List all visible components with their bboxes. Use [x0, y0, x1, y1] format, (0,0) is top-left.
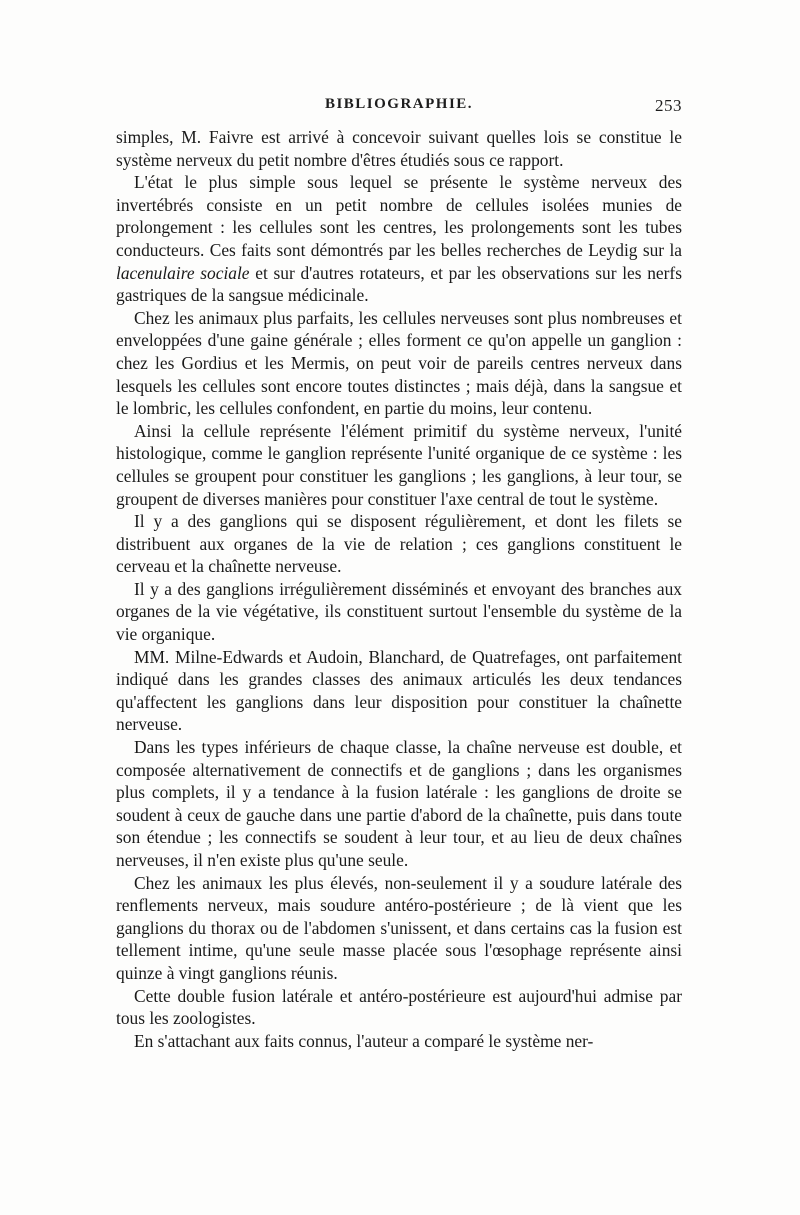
- paragraph: Cette double fusion latérale et antéro-postérieure est aujourd'hui admise par tous les zoologistes.: [116, 985, 682, 1029]
- paragraph: [116, 171, 682, 307]
- paragraph: Il y a des ganglions irrégulièrement disséminés et envoyant des branches aux organes de la vie végétative, ils constituent surtout l'ensemble du système de la vie organique.: [116, 578, 682, 645]
- paragraph-text: et sur d'autres rotateurs, et par les observations sur les nerfs gastriques de la sangsue médicinale.: [116, 262, 682, 306]
- paragraph: Il y a des ganglions qui se disposent régulièrement, et dont les filets se distribuent aux organes de la vie de relation ; ces ganglions constituent le cerveau et la chaînette nerveuse.: [116, 511, 682, 577]
- paragraph: Chez les animaux les plus élevés, non-seulement il y a soudure latérale des renflements nerveux, mais soudure antéro-postérieure ; de là vient que les ganglions du thorax ou de l'abdomen s'unissent, et dans certains cas la fusion est tellement intime, qu'une seule masse placée sous l'œsophage représente ainsi quinze à vingt ganglions réunis.: [116, 872, 682, 983]
- running-head: [116, 96, 682, 122]
- paragraph: Chez les animaux plus parfaits, les cellules nerveuses sont plus nombreuses et enveloppées d'une gaine générale ; elles forment ce qu'on appelle un ganglion : chez les Gordius et les Mermis, on peut voir de pareils centres nerveux dans lesquels les cellules sont encore toutes distinctes ; mais déjà, dans la sangsue et le lombric, les cellules confondent, en partie du moins, leur contenu.: [116, 307, 682, 419]
- paragraph: Ainsi la cellule représente l'élément primitif du système nerveux, l'unité histologique, comme le ganglion représente l'unité organique de ce système : les cellules se groupent pour constituer les ganglions ; les ganglions, à leur tour, se groupent de diverses manières pour constituer l'axe central de tout le système.: [116, 420, 682, 509]
- paragraph: Dans les types inférieurs de chaque classe, la chaîne nerveuse est double, et composée alternativement de connectifs et de ganglions ; dans les organismes plus complets, il y a tendance à la fusion latérale : les ganglions de droite se soudent à ceux de gauche dans une partie d'abord de la chaînette, puis dans toute son étendue ; les connectifs se soudent à leur tour, et au lieu de deux chaînes nerveuses, il n'en existe plus qu'une seule.: [116, 737, 682, 870]
- paragraph-text: L'état le plus simple sous lequel se présente le système nerveux des invertébrés consiste en un petit nombre de cellules isolées munies de prolongement : les cellules sont les centres, les prolongements sont les tubes conducteurs. Ces faits sont démontrés par les belles recherches de Leydig sur la: [116, 172, 682, 260]
- body-text: [116, 126, 682, 1052]
- paragraph: simples, M. Faivre est arrivé à concevoir suivant quelles lois se constitue le système nerveux du petit nombre d'êtres étudiés sous ce rapport.: [116, 127, 682, 170]
- paragraph: En s'attachant aux faits connus, l'auteur a comparé le système ner-: [134, 1030, 594, 1051]
- running-title: BIBLIOGRAPHIE.: [324, 96, 474, 112]
- paragraph: MM. Milne-Edwards et Audoin, Blanchard, de Quatrefages, ont parfaitement indiqué dans les grandes classes des animaux articulés les deux tendances qu'affectent les ganglions dans leur disposition pour constituer la chaînette nerveuse.: [116, 646, 682, 735]
- page-number: 253: [655, 96, 682, 115]
- species-name-italic: lacenulaire sociale: [116, 262, 250, 283]
